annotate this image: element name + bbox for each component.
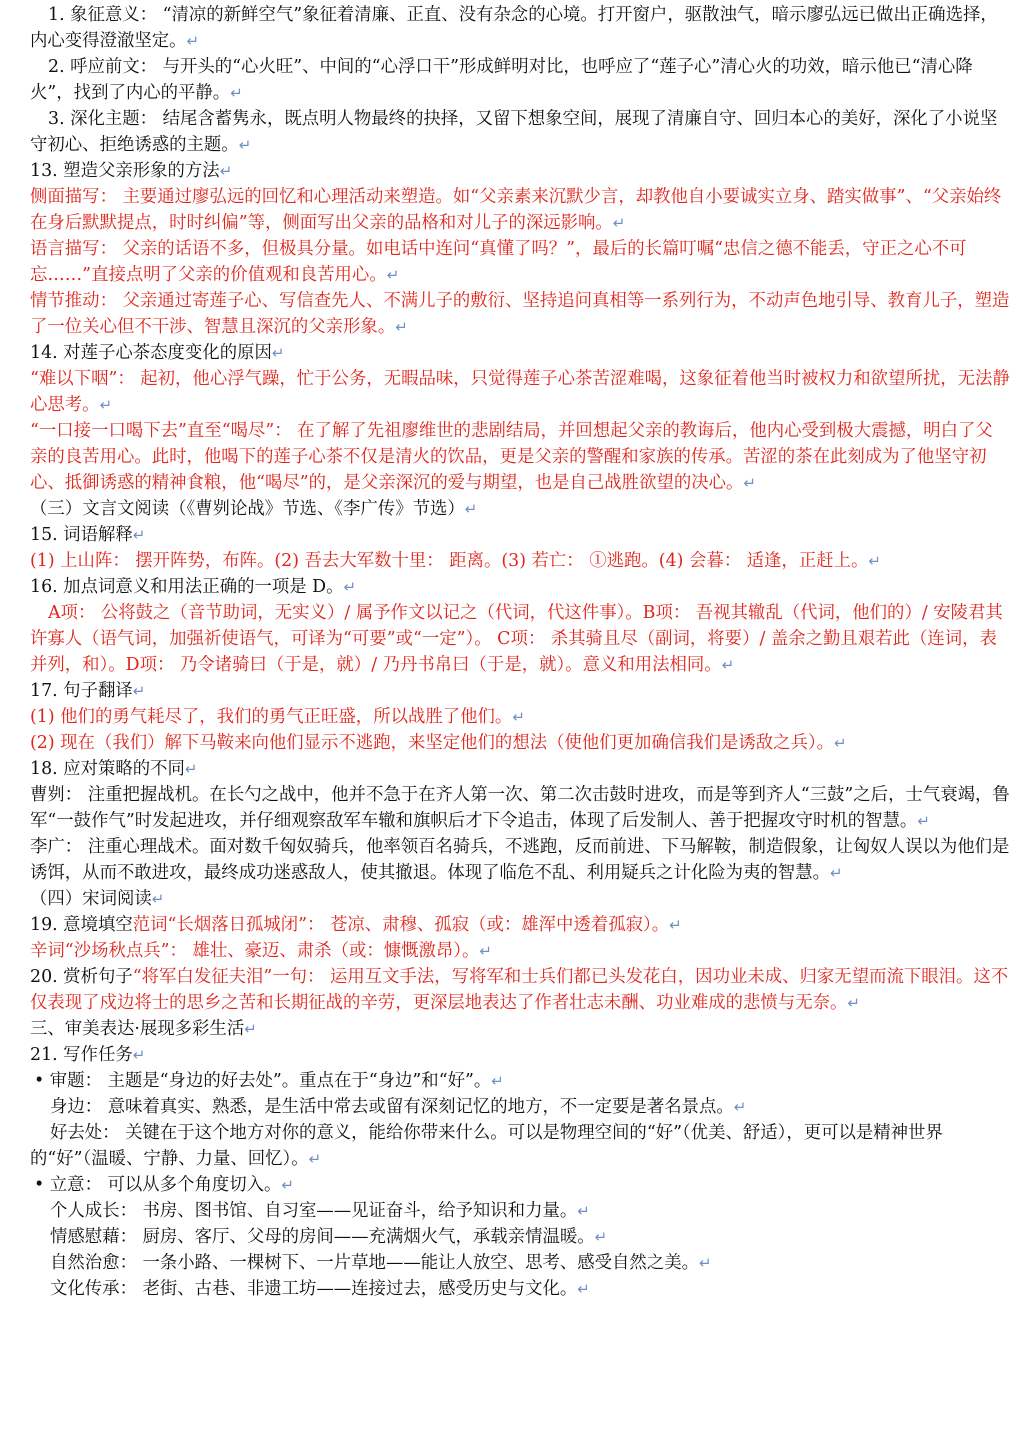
paragraph-text: 语言描写： 父亲的话语不多，但极具分量。如电话中连问“真懂了吗？”，最后的长篇叮嘱“忠信之德不能丢，守正之心不可忘……”直接点明了父亲的价值观和良苦用心。: [30, 239, 967, 285]
paragraph-mark-icon: ↵: [219, 162, 233, 180]
paragraph-text: 文化传承： 老街、古巷、非遗工坊——连接过去，感受历史与文化。: [50, 1279, 578, 1299]
paragraph-text: 16. 加点词意义和用法正确的一项是 D。: [30, 577, 344, 597]
paragraph-mark-icon: ↵: [395, 318, 408, 336]
doc-paragraph: [30, 1016, 1010, 1042]
paragraph-heading: 20. 赏析句子: [30, 967, 133, 987]
doc-paragraph: [30, 834, 1010, 886]
doc-paragraph: [30, 1198, 1010, 1224]
paragraph-mark-icon: ↵: [186, 32, 200, 50]
paragraph-mark-icon: ↵: [868, 552, 881, 570]
paragraph-text: 13. 塑造父亲形象的方法: [30, 161, 220, 181]
paragraph-mark-icon: ↵: [132, 682, 146, 700]
paragraph-mark-icon: ↵: [491, 1072, 504, 1090]
doc-paragraph: [30, 236, 1010, 288]
paragraph-mark-icon: ↵: [230, 84, 243, 102]
doc-paragraph: [30, 912, 1010, 938]
paragraph-text: • 立意： 可以从多个角度切入。: [34, 1175, 282, 1195]
doc-paragraph: [30, 1250, 1010, 1276]
doc-paragraph: [30, 366, 1010, 418]
paragraph-answer: “将军白发征夫泪”一句： 运用互文手法，写将军和士兵们都已头发花白，因功业未成、归家无望而流下眼泪。这不仅表现了戍边将士的思乡之苦和长期征战的辛劳，更深层地表达了作者壮志未酬、功业难成的悲愤与无奈。: [30, 967, 1009, 1013]
paragraph-text: (1) 上山阵： 摆开阵势，布阵。(2) 吾去大军数十里： 距离。(3) 若亡： ①逃跑。(4) 会暮： 适逢，正赶上。: [30, 551, 869, 571]
paragraph-mark-icon: ↵: [386, 266, 400, 284]
doc-paragraph: [30, 574, 1010, 600]
paragraph-text: 李广： 注重心理战术。面对数千匈奴骑兵，他率领百名骑兵，不逃跑，反而前进、下马解鞍，制造假象，让匈奴人误以为他们是诱饵，从而不敢进攻，最终成功迷惑敌人，使其撤退。体现了临危不乱、利用疑兵之计化险为夷的智慧。: [30, 837, 1010, 883]
doc-paragraph: [30, 184, 1010, 236]
paragraph-mark-icon: ↵: [238, 136, 252, 154]
paragraph-mark-icon: ↵: [917, 812, 930, 830]
paragraph-mark-icon: ↵: [308, 1150, 322, 1168]
paragraph-mark-icon: ↵: [479, 942, 492, 960]
paragraph-mark-icon: ↵: [612, 214, 626, 232]
paragraph-text: 15. 词语解释: [30, 525, 133, 545]
doc-paragraph: [30, 964, 1010, 1016]
paragraph-text: (2) 现在（我们）解下马鞍来向他们显示不逃跑，来坚定他们的想法（使他们更加确信我们是诱敌之兵）。: [30, 733, 835, 753]
doc-paragraph: [30, 418, 1010, 496]
paragraph-text: 情感慰藉： 厨房、客厅、父母的房间——充满烟火气，承载亲情温暖。: [50, 1227, 595, 1247]
doc-paragraph: [30, 288, 1010, 340]
paragraph-text: 三、审美表达·展现多彩生活: [30, 1019, 245, 1039]
paragraph-answer: 范词“长烟落日孤城闭”： 苍凉、肃穆、孤寂（或：雄浑中透着孤寂）。: [132, 915, 670, 935]
paragraph-text: 情节推动： 父亲通过寄莲子心、写信查先人、不满儿子的敷衍、坚持追问真相等一系列行为，不动声色地引导、教育儿子，塑造了一位关心但不干涉、智慧且深沉的父亲形象。: [30, 291, 1010, 337]
paragraph-mark-icon: ↵: [577, 1202, 590, 1220]
paragraph-mark-icon: ↵: [721, 656, 735, 674]
paragraph-mark-icon: ↵: [829, 864, 843, 882]
paragraph-text: （四）宋词阅读: [30, 889, 152, 909]
doc-paragraph: [30, 1172, 1010, 1198]
paragraph-mark-icon: ↵: [151, 890, 165, 908]
paragraph-text: 14. 对莲子心茶态度变化的原因: [30, 343, 272, 363]
doc-paragraph: [30, 54, 1010, 106]
paragraph-text: （三）文言文阅读（《曹刿论战》节选、《李广传》节选）: [30, 499, 465, 519]
paragraph-text: “难以下咽”： 起初，他心浮气躁，忙于公务，无暇品味，只觉得莲子心茶苦涩难喝，这象征着他当时被权力和欲望所扰，无法静心思考。: [30, 369, 1010, 415]
doc-paragraph: [30, 886, 1010, 912]
doc-paragraph: [30, 756, 1010, 782]
paragraph-mark-icon: ↵: [594, 1228, 608, 1246]
paragraph-heading: 19. 意境填空: [30, 915, 133, 935]
paragraph-text: 21. 写作任务: [30, 1045, 133, 1065]
doc-paragraph: [30, 782, 1010, 834]
paragraph-text: 18. 应对策略的不同: [30, 759, 185, 779]
doc-paragraph: [30, 704, 1010, 730]
doc-paragraph: [30, 600, 1010, 678]
paragraph-mark-icon: ↵: [132, 526, 146, 544]
paragraph-text: 辛词“沙场秋点兵”： 雄壮、豪迈、肃杀（或：慷慨激昂）。: [30, 941, 480, 961]
doc-paragraph: [30, 1094, 1010, 1120]
paragraph-text: 侧面描写： 主要通过廖弘远的回忆和心理活动来塑造。如“父亲素来沉默少言，却教他自小要诚实立身、踏实做事”、“父亲始终在身后默默提点，时时纠偏”等，侧面写出父亲的品格和对儿子的深远影响。: [30, 187, 1002, 233]
paragraph-mark-icon: ↵: [834, 734, 847, 752]
paragraph-text: 个人成长： 书房、图书馆、自习室——见证奋斗，给予知识和力量。: [50, 1201, 578, 1221]
paragraph-text: 2. 呼应前文： 与开头的“心火旺”、中间的“心浮口干”形成鲜明对比，也呼应了“莲子心”清心火的功效，暗示他已“清心降火”，找到了内心的平静。: [30, 57, 973, 103]
paragraph-text: 身边： 意味着真实、熟悉，是生活中常去或留有深刻记忆的地方，不一定要是著名景点。: [50, 1097, 734, 1117]
paragraph-text: 好去处： 关键在于这个地方对你的意义，能给你带来什么。可以是物理空间的“好”（优美、舒适），更可以是精神世界的“好”（温暖、宁静、力量、回忆）。: [30, 1123, 943, 1169]
paragraph-text: 自然治愈： 一条小路、一棵树下、一片草地——能让人放空、思考、感受自然之美。: [50, 1253, 699, 1273]
doc-paragraph: [30, 158, 1010, 184]
doc-paragraph: [30, 938, 1010, 964]
doc-paragraph: [30, 340, 1010, 366]
paragraph-mark-icon: ↵: [132, 1046, 146, 1064]
doc-paragraph: [30, 1120, 1010, 1172]
doc-paragraph: [30, 2, 1010, 54]
paragraph-mark-icon: ↵: [271, 344, 285, 362]
paragraph-mark-icon: ↵: [343, 578, 357, 596]
paragraph-mark-icon: ↵: [847, 994, 860, 1012]
paragraph-mark-icon: ↵: [512, 708, 525, 726]
doc-paragraph: [30, 496, 1010, 522]
paragraph-text: 曹刿： 注重把握战机。在长勺之战中，他并不急于在齐人第一次、第二次击鼓时进攻，而是等到齐人“三鼓”之后，士气衰竭，鲁军“一鼓作气”时发起进攻，并仔细观察敌军车辙和旗帜后才下令追击，体现了后发制人、善于把握攻守时机的智慧。: [30, 785, 1010, 831]
paragraph-mark-icon: ↵: [743, 474, 756, 492]
paragraph-mark-icon: ↵: [577, 1280, 590, 1298]
paragraph-text: • 审题： 主题是“身边的好去处”。重点在于“身边”和“好”。: [34, 1071, 492, 1091]
paragraph-mark-icon: ↵: [464, 500, 478, 518]
paragraph-text: 3. 深化主题： 结尾含蓄隽永，既点明人物最终的抉择，又留下想象空间，展现了清廉自守、回归本心的美好，深化了小说坚守初心、拒绝诱惑的主题。: [30, 109, 998, 155]
doc-paragraph: [30, 678, 1010, 704]
doc-paragraph: [30, 1224, 1010, 1250]
paragraph-text: “一口接一口喝下去”直至“喝尽”： 在了解了先祖廖维世的悲剧结局，并回想起父亲的教诲后，他内心受到极大震撼，明白了父亲的良苦用心。此时，他喝下的莲子心茶不仅是清火的饮品，更是父亲的警醒和家族的传承。苦涩的茶在此刻成为了他坚守初心、抵御诱惑的精神食粮，他“喝尽”的，是父亲深沉的爱与期望，也是自己战胜欲望的决心。: [30, 421, 993, 493]
paragraph-text: 1. 象征意义： “清凉的新鲜空气”象征着清廉、正直、没有杂念的心境。打开窗户，驱散浊气，暗示廖弘远已做出正确选择，内心变得澄澈坚定。: [30, 5, 998, 51]
paragraph-mark-icon: ↵: [699, 1254, 712, 1272]
paragraph-mark-icon: ↵: [244, 1020, 257, 1038]
doc-paragraph: [30, 548, 1010, 574]
doc-paragraph: [30, 1042, 1010, 1068]
doc-paragraph: [30, 106, 1010, 158]
paragraph-mark-icon: ↵: [99, 396, 113, 414]
doc-paragraph: [30, 1276, 1010, 1302]
paragraph-mark-icon: ↵: [669, 916, 682, 934]
doc-paragraph: [30, 1068, 1010, 1094]
paragraph-mark-icon: ↵: [281, 1176, 294, 1194]
paragraph-mark-icon: ↵: [733, 1098, 747, 1116]
paragraph-text: 17. 句子翻译: [30, 681, 133, 701]
doc-paragraph: [30, 522, 1010, 548]
paragraph-text: (1) 他们的勇气耗尽了，我们的勇气正旺盛，所以战胜了他们。: [30, 707, 513, 727]
paragraph-text: A项： 公将鼓之（音节助词，无实义）/ 属予作文以记之（代词，代这件事）。B项： 吾视其辙乱（代词，他们的）/ 安陵君其许寡人（语气词，加强祈使语气，可译为“可要”或“一定”）。 C项： 杀其骑且尽（副词，将要）/ 盖余之勤且艰若此（连词，表并列，和）。D项： 乃令诸骑曰（于是，就）/ 乃丹书帛曰（于是，就）。意义和用法相同。: [30, 603, 1003, 675]
doc-paragraph: [30, 730, 1010, 756]
paragraph-mark-icon: ↵: [184, 760, 198, 778]
